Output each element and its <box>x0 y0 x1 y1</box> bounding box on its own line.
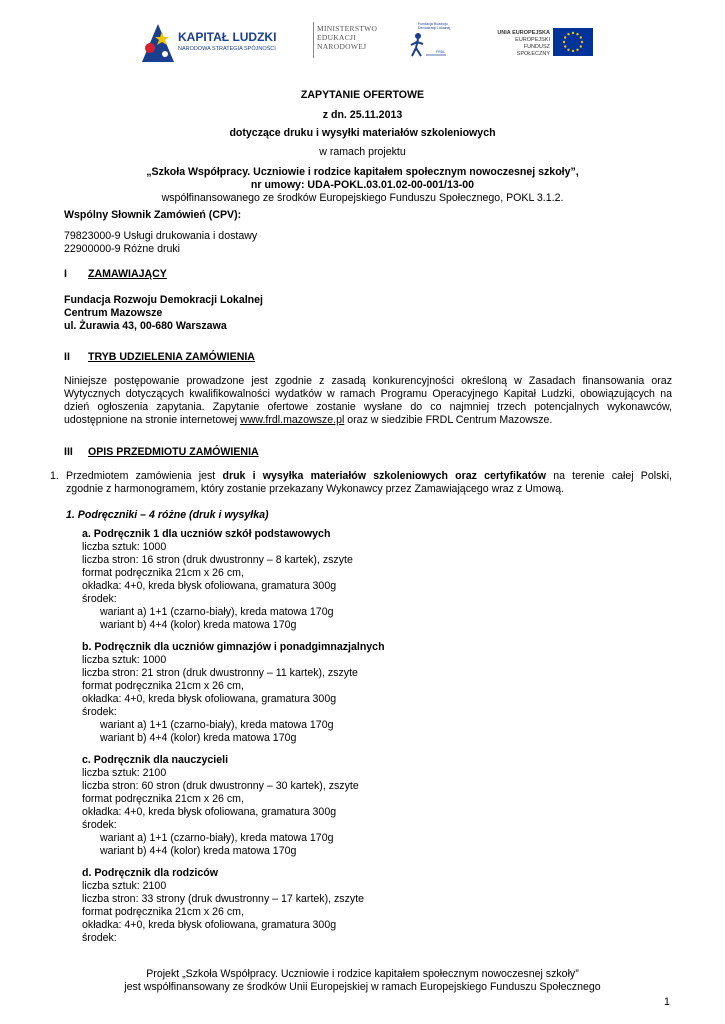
book-spec: środek: <box>82 819 117 831</box>
cofinance-note: współfinansowanego ze środków Europejskiego Funduszu Społecznego, POKL 3.1.2. <box>161 192 564 204</box>
paragraph-bold-text: druk i wysyłka materiałów szkoleniowych oraz certyfikatów <box>222 470 546 482</box>
book-variant: wariant b) 4+4 (kolor) kreda matowa 170g <box>100 845 297 857</box>
document-title: ZAPYTANIE OFERTOWE <box>300 89 425 101</box>
eu-star-icon <box>576 33 578 35</box>
document-subject: dotyczące druku i wysyłki materiałów szkoleniowych <box>229 127 496 139</box>
ministry-logo <box>313 22 378 60</box>
book-spec: okładka: 4+0, kreda błysk ofoliowana, gramatura 300g <box>82 693 337 705</box>
ministry-logo-text <box>317 24 377 51</box>
kapital-ludzki-logo <box>140 18 275 64</box>
book-spec: okładka: 4+0, kreda błysk ofoliowana, gramatura 300g <box>82 806 337 818</box>
eu-star-icon <box>564 45 566 47</box>
kapital-ludzki-emblem-icon <box>140 18 176 64</box>
book-spec: okładka: 4+0, kreda błysk ofoliowana, gramatura 300g <box>82 580 337 592</box>
frdl-logo <box>408 22 452 58</box>
book-variant: wariant a) 1+1 (czarno-biały), kreda matowa 170g <box>100 832 334 844</box>
frdl-figure-icon <box>408 32 448 58</box>
paragraph-line-last <box>64 414 672 427</box>
frdl-line-1: Fundacja Rozwoju <box>418 22 448 26</box>
paragraph-text: oraz w siedzibie FRDL Centrum Mazowsze. <box>344 414 553 426</box>
eu-star-icon <box>564 36 566 38</box>
book-spec: format podręcznika 21cm x 26 cm, <box>82 567 244 579</box>
cpv-heading: Wspólny Słownik Zamówień (CPV): <box>64 209 242 221</box>
logo-bar <box>0 0 725 80</box>
eu-star-icon <box>572 32 574 34</box>
book-title: a. Podręcznik 1 dla uczniów szkół podstawowych <box>82 528 331 540</box>
kapital-ludzki-subtitle: NARODOWA STRATEGIA SPÓJNOŚCI <box>178 46 276 52</box>
book-spec: format podręcznika 21cm x 26 cm, <box>82 793 244 805</box>
eu-logo-text <box>490 30 550 58</box>
section-1-title: ZAMAWIAJĄCY <box>88 268 167 280</box>
document-date: z dn. 25.11.2013 <box>322 109 403 121</box>
eu-star-icon <box>563 41 565 43</box>
book-title: b. Podręcznik dla uczniów gimnazjów i ponadgimnazjalnych <box>82 641 385 653</box>
project-frame: w ramach projektu <box>319 146 406 158</box>
frdl-logo-text <box>418 22 450 30</box>
book-title: d. Podręcznik dla rodziców <box>82 867 218 879</box>
orderer-name: Fundacja Rozwoju Demokracji Lokalnej <box>64 294 263 306</box>
book-spec: środek: <box>82 932 117 944</box>
paragraph-text: na terenie całej Polski, <box>545 470 672 482</box>
cpv-item: 22900000-9 Różne druki <box>64 243 181 255</box>
eu-star-icon <box>572 50 574 52</box>
eu-star-icon <box>567 33 569 35</box>
paragraph-line: Wytycznych dotyczących kwalifikowalności wydatków w ramach Programu Operacyjnego Kapitał Ludzki, obowiązujących na <box>64 388 672 400</box>
paragraph-line: zgodnie z harmonogramem, który zostanie przekazany Wykonawcy przez Zamawiającego wraz z Umową. <box>66 483 565 495</box>
eu-flag-icon <box>553 28 593 56</box>
section-2-title: TRYB UDZIELENIA ZAMÓWIENIA <box>88 351 255 363</box>
book-variant: wariant a) 1+1 (czarno-biały), kreda matowa 170g <box>100 719 334 731</box>
book-spec: liczba stron: 16 stron (druk dwustronny – 8 kartek), zszyte <box>82 554 353 566</box>
eu-star-icon <box>580 36 582 38</box>
book-spec: liczba stron: 33 strony (druk dwustronny – 17 kartek), zszyte <box>82 893 365 905</box>
eu-star-icon <box>580 45 582 47</box>
eu-line-3: FUNDUSZ SPOŁECZNY <box>516 44 550 57</box>
contract-number: nr umowy: UDA-POKL.03.01.02-00-001/13-00 <box>250 179 475 191</box>
book-title: c. Podręcznik dla nauczycieli <box>82 754 229 766</box>
book-spec: okładka: 4+0, kreda błysk ofoliowana, gramatura 300g <box>82 919 337 931</box>
section-3-number: III <box>64 446 73 458</box>
paragraph-text: udostępnione na stronie internetowej <box>64 414 241 426</box>
book-spec: liczba stron: 60 stron (druk dwustronny – 30 kartek), zszyte <box>82 780 359 792</box>
page-number: 1 <box>664 996 670 1008</box>
book-variant: wariant b) 4+4 (kolor) kreda matowa 170g <box>100 732 297 744</box>
footer-line-2: jest współfinansowany ze środków Unii Europejskiej w ramach Europejskiego Funduszu Społecznego <box>124 981 601 993</box>
section-2-number: II <box>64 351 70 363</box>
book-spec: liczba sztuk: 2100 <box>82 767 167 779</box>
eu-logo <box>490 28 594 58</box>
ministry-logo-rule <box>313 22 314 58</box>
eu-star-icon <box>581 41 583 43</box>
book-variant: wariant a) 1+1 (czarno-biały), kreda matowa 170g <box>100 606 334 618</box>
cpv-item: 79823000-9 Usługi drukowania i dostawy <box>64 230 258 242</box>
frdl-website-link[interactable]: www.frdl.mazowsze.pl <box>240 414 345 426</box>
book-spec: środek: <box>82 706 117 718</box>
eu-line-2: EUROPEJSKI <box>515 37 550 43</box>
project-name: „Szkoła Współpracy. Uczniowie i rodzice kapitałem społecznym nowoczesnej szkoły”, <box>146 166 579 178</box>
paragraph-line: dzień ogłoszenia zapytania. Zapytanie ofertowe zostanie wysłane do co najmniej trzech potencjalnych wykonawców, <box>64 401 672 413</box>
eu-star-icon <box>576 49 578 51</box>
ministry-line-1: MINISTERSTWO <box>317 24 378 33</box>
section-3-paragraph <box>66 470 672 496</box>
eu-line-1: UNIA EUROPEJSKA <box>497 30 550 36</box>
section-2-paragraph <box>64 375 672 427</box>
item-number: 1. <box>50 470 59 482</box>
orderer-branch: Centrum Mazowsze <box>64 307 163 319</box>
paragraph-text: Przedmiotem zamówienia jest <box>66 470 223 482</box>
ministry-line-3: NARODOWEJ <box>317 42 367 51</box>
book-spec: liczba stron: 21 stron (druk dwustronny – 11 kartek), zszyte <box>82 667 358 679</box>
book-spec: format podręcznika 21cm x 26 cm, <box>82 906 244 918</box>
section-1-number: I <box>64 268 67 280</box>
eu-star-icon <box>567 49 569 51</box>
book-variant: wariant b) 4+4 (kolor) kreda matowa 170g <box>100 619 297 631</box>
book-spec: liczba sztuk: 1000 <box>82 654 167 666</box>
ministry-line-2: EDUKACJI <box>317 33 357 42</box>
book-spec: liczba sztuk: 2100 <box>82 880 167 892</box>
textbooks-heading: 1. Podręczniki – 4 różne (druk i wysyłka) <box>66 509 269 521</box>
kapital-ludzki-title: KAPITAŁ LUDZKI <box>178 30 277 44</box>
section-3-title: OPIS PRZEDMIOTU ZAMÓWIENIA <box>88 446 259 458</box>
orderer-address: ul. Żurawia 43, 00-680 Warszawa <box>64 320 227 332</box>
footer-line-1: Projekt „Szkoła Współpracy. Uczniowie i rodzice kapitałem społecznym nowoczesnej szkoły” <box>146 968 579 980</box>
frdl-tag: FRDL <box>436 50 446 54</box>
book-spec: środek: <box>82 593 117 605</box>
frdl-line-2: Demokracji Lokalnej <box>418 26 451 30</box>
paragraph-line <box>66 470 672 483</box>
book-spec: format podręcznika 21cm x 26 cm, <box>82 680 244 692</box>
book-spec: liczba sztuk: 1000 <box>82 541 167 553</box>
paragraph-line: Niniejsze postępowanie prowadzone jest zgodnie z zasadą konkurencyjności określoną w Zasadach finansowania oraz <box>64 375 672 387</box>
